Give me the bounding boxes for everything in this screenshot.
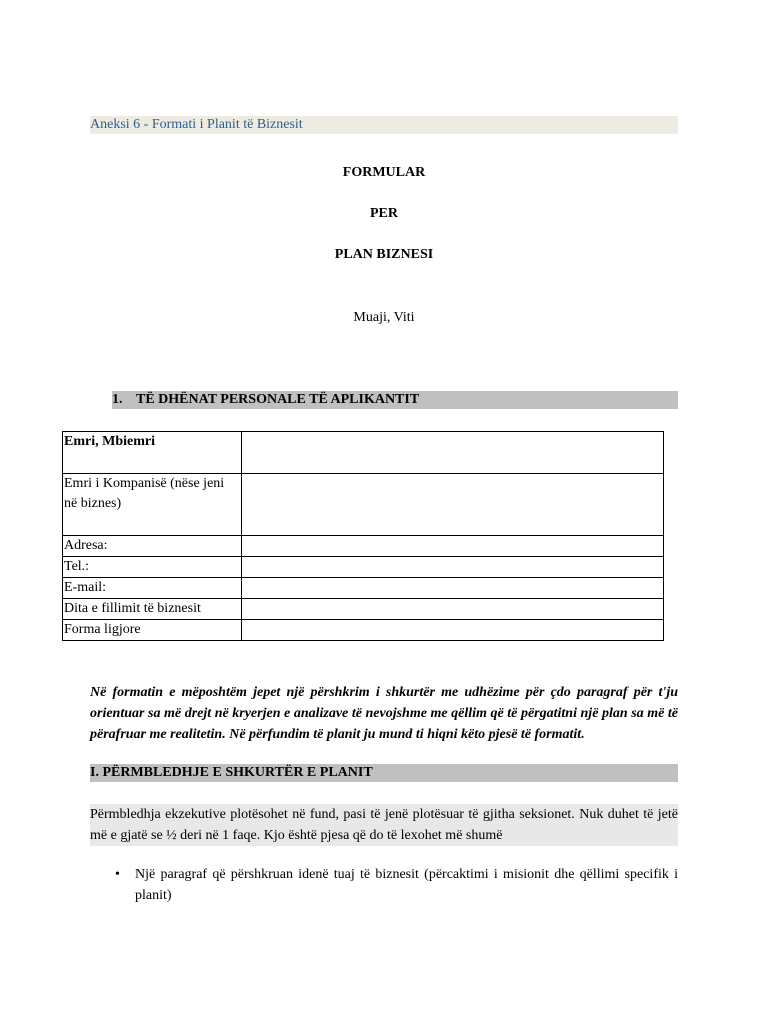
executive-summary-text: Përmbledhja ekzekutive plotësohet në fund, pasi të jenë plotësuar të gjitha seksionet. Nuk duhet të jetë më e gjatë se ½ deri në 1 faqe. Kjo është pjesa që do të lexohet më shumë	[90, 804, 678, 846]
table-row	[63, 474, 664, 536]
row-value-start-date[interactable]	[242, 599, 664, 620]
title-line-3: PLAN BIZNESI	[334, 247, 434, 262]
title-line-1: FORMULAR	[342, 165, 426, 180]
section-1-heading	[112, 391, 678, 409]
table-row	[63, 620, 664, 641]
intro-instructions: Në formatin e mëposhtëm jepet një përshkrim i shkurtër me udhëzime për çdo paragraf për t'ju orientuar sa më drejt në kryerjen e analizave të nevojshme me qëllim që të përgatitni një plan sa më të përafruar me realitetin. Në përfundim të planit ju mund ti hiqni këto pjesë të formatit.	[90, 685, 678, 742]
table-row	[63, 557, 664, 578]
row-value-email[interactable]	[242, 578, 664, 599]
title-line-2: PER	[370, 206, 398, 221]
section-1-number: 1.	[112, 392, 123, 407]
row-value-company[interactable]	[242, 474, 664, 536]
row-value-tel[interactable]	[242, 557, 664, 578]
row-label-email: E-mail:	[63, 578, 242, 599]
date-placeholder: Muaji, Viti	[353, 310, 415, 325]
row-label-legal-form: Forma ligjore	[63, 620, 242, 641]
table-row	[63, 578, 664, 599]
row-label-address: Adresa:	[63, 536, 242, 557]
row-label-name: Emri, Mbiemri	[63, 432, 242, 474]
row-value-address[interactable]	[242, 536, 664, 557]
row-label-company: Emri i Kompanisë (nëse jeni në biznes)	[63, 474, 242, 536]
row-label-tel: Tel.:	[63, 557, 242, 578]
bullet-item: Një paragraf që përshkruan idenë tuaj të biznesit (përcaktimi i misionit dhe qëllimi specifik i planit)	[135, 867, 678, 903]
table-row	[63, 536, 664, 557]
personal-data-table	[62, 431, 664, 641]
annex-label: Aneksi 6 - Formati i Planit të Biznesit	[90, 116, 678, 134]
table-row	[63, 599, 664, 620]
table-row	[63, 432, 664, 474]
section-1-title: TË DHËNAT PERSONALE TË APLIKANTIT	[136, 392, 420, 407]
section-I-heading: I. PËRMBLEDHJE E SHKURTËR E PLANIT	[90, 764, 678, 782]
row-label-start-date: Dita e fillimit të biznesit	[63, 599, 242, 620]
row-value-name[interactable]	[242, 432, 664, 474]
bullet-icon: •	[115, 867, 120, 882]
row-value-legal-form[interactable]	[242, 620, 664, 641]
